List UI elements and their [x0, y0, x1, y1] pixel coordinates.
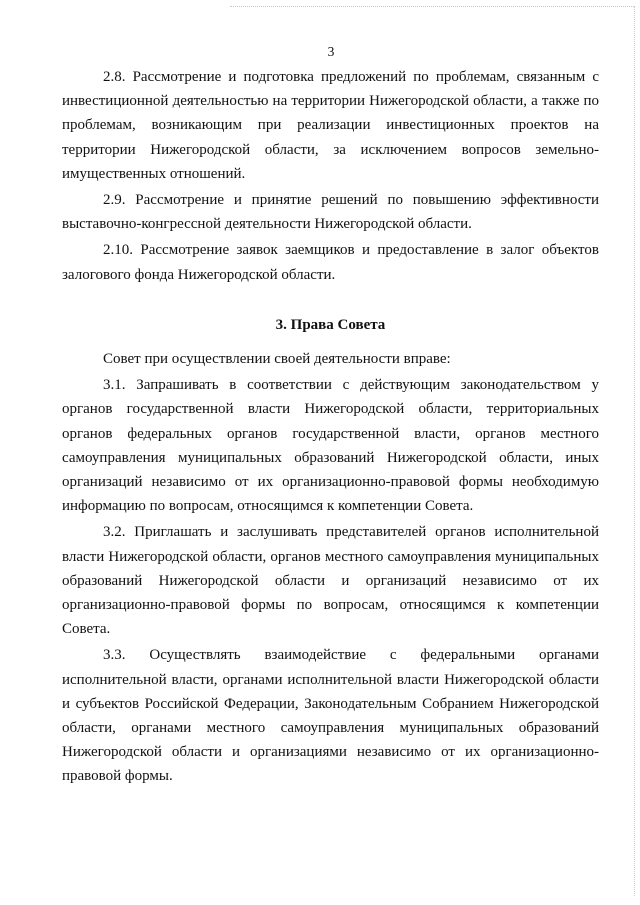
scan-edge-top — [230, 6, 634, 7]
section-title: 3. Права Совета — [275, 316, 386, 333]
paragraph-3-1: 3.1. Запрашивать в соответствии с действующим законодательством у органов государственной власти Нижегородской области, территориальных органов федеральных органов государственной власти, органов местного самоуправления муниципальных образований Нижегородской области, иных организаций независимо от их организационно-правовой формы необходимую информацию по вопросам, относящимся к компетенции Совета. — [62, 377, 599, 515]
paragraph-3-3: 3.3. Осуществлять взаимодействие с федеральными органами исполнительной власти, органами исполнительной власти Нижегородской области и субъектов Российской Федерации, Законодательным Собранием Нижегородской области, органами местного самоуправления муниципальных образований Нижегородской области и организациями независимо от их организационно-правовой формы. — [62, 647, 599, 785]
paragraph-2-8: 2.8. Рассмотрение и подготовка предложений по проблемам, связанным с инвестиционной деятельностью на территории Нижегородской области, а также по проблемам, возникающим при реализации инвестиционных проектов на территории Нижегородской области, за исключением вопросов земельно-имущественных отношений. — [62, 69, 599, 182]
page-number: 3 — [327, 44, 335, 59]
document-body — [62, 65, 599, 789]
paragraph-3-2: 3.2. Приглашать и заслушивать представителей органов исполнительной власти Нижегородской области, органов местного самоуправления муниципальных образований Нижегородской области и организаций независимо от их организационно-правовой формы по вопросам, относящимся к компетенции Совета. — [62, 524, 599, 638]
section-intro: Совет при осуществлении своей деятельности вправе: — [103, 351, 451, 368]
paragraph-2-10: 2.10. Рассмотрение заявок заемщиков и предоставление в залог объектов залогового фонда Нижегородской области. — [62, 242, 599, 283]
scan-edge-right — [634, 6, 635, 896]
paragraph-2-9: 2.9. Рассмотрение и принятие решений по повышению эффективности выставочно-конгрессной деятельности Нижегородской области. — [62, 192, 599, 233]
